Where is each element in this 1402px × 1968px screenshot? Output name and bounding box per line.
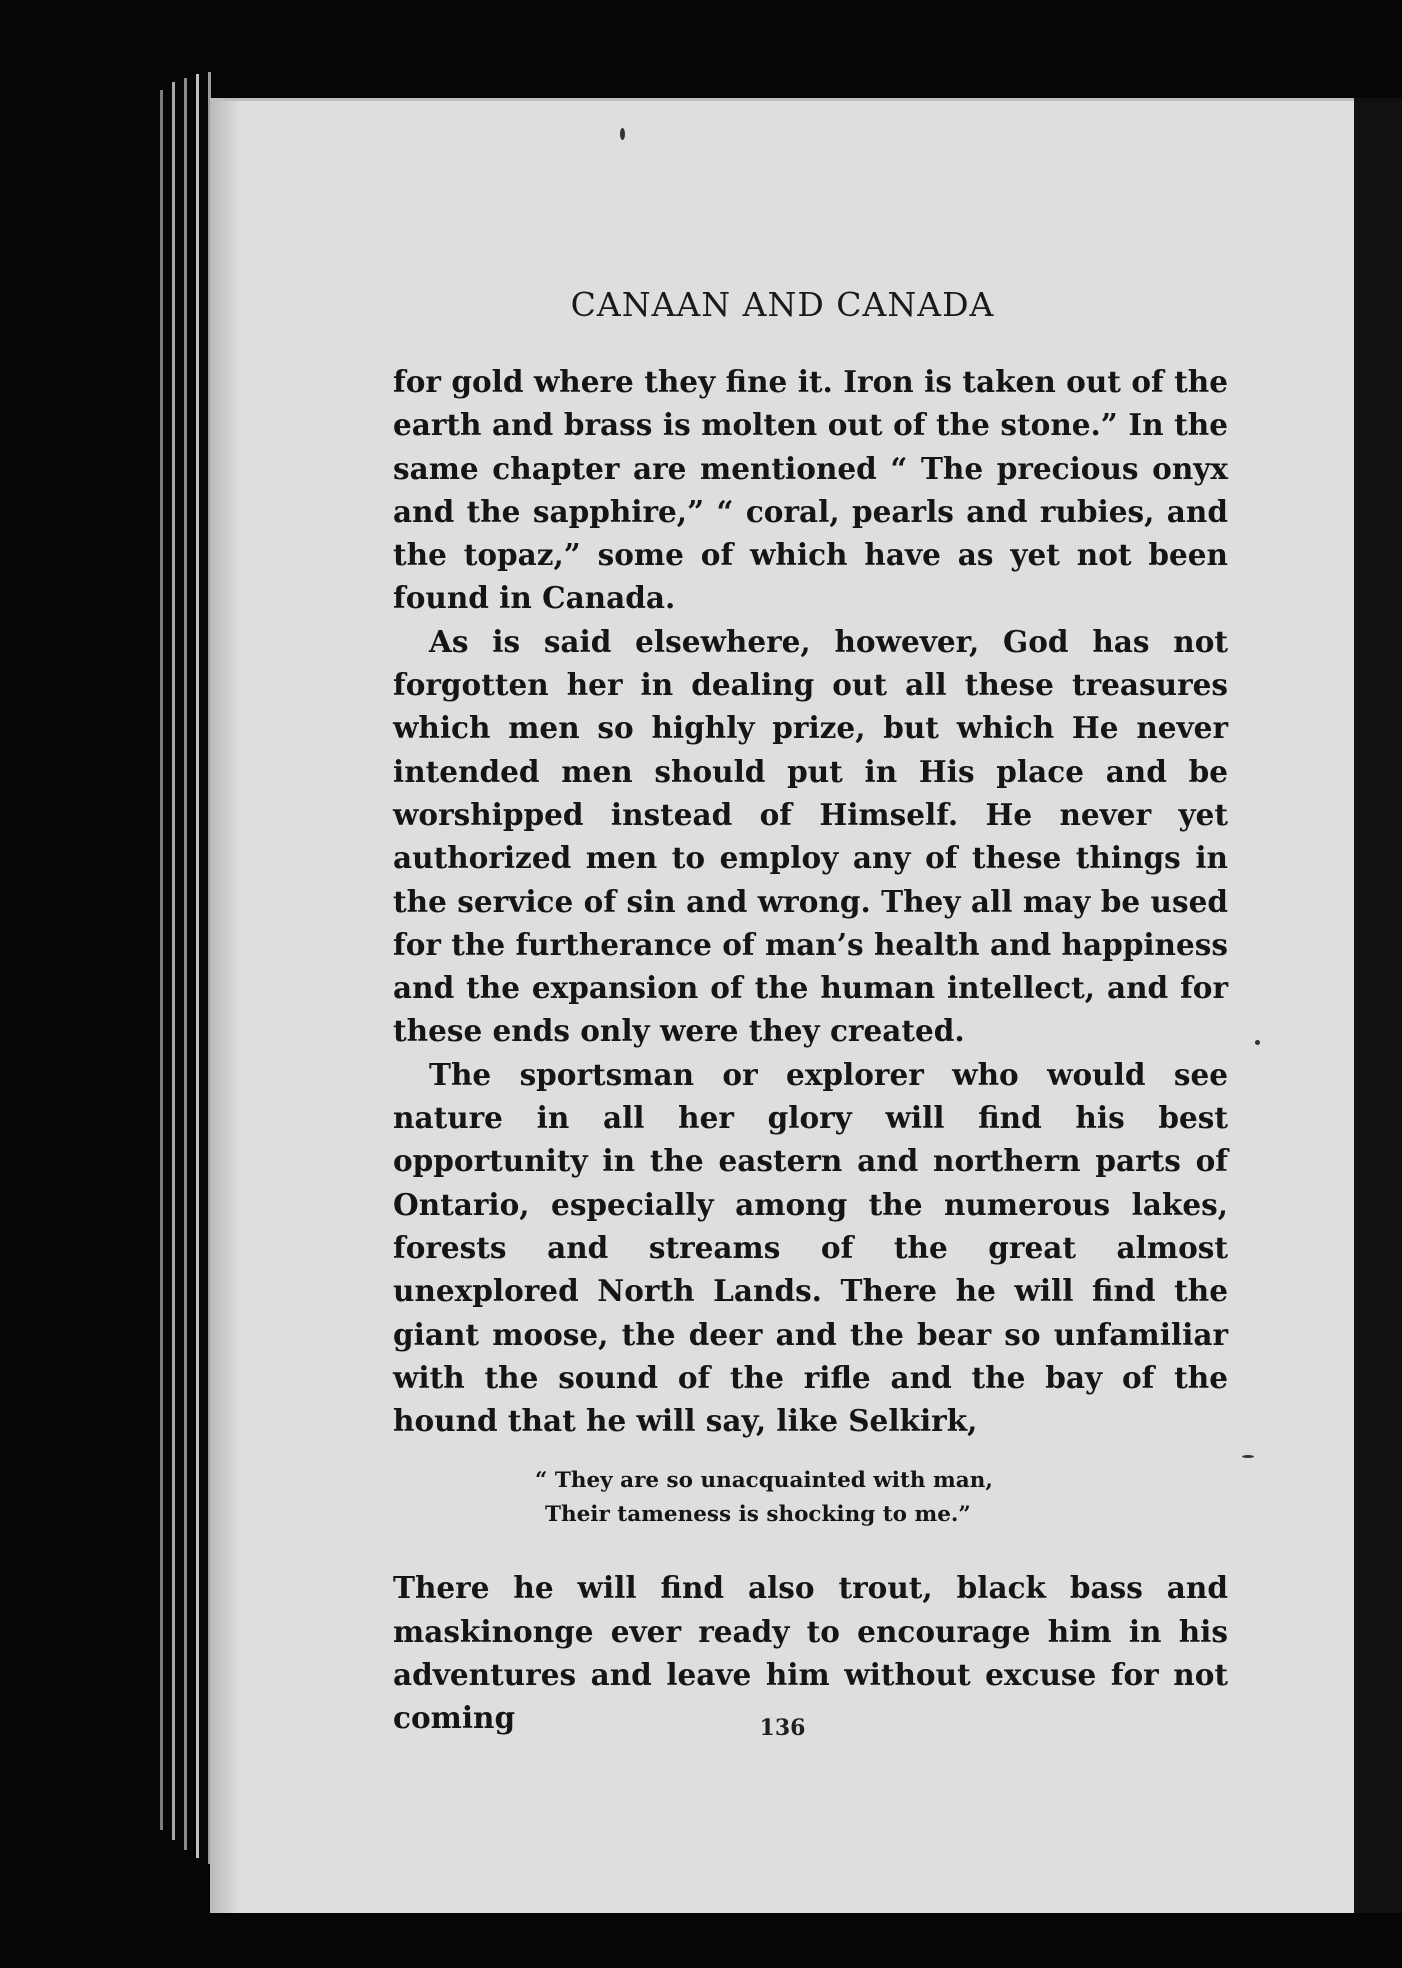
quote-line: Their tameness is shocking to me.” <box>545 1502 971 1528</box>
page-edge <box>160 90 163 1830</box>
page-right-border <box>1354 98 1402 1913</box>
paragraph: The sportsman or explorer who would see nature in all her glory will find his best opportunity in the eastern and northern parts of Ontario, especially among the numerous lakes, forests and streams of the great almost unexplored North Lands. There he will find the giant moose, the deer and the bear so unfamiliar with the sound of the rifle and the bay of the hound that he will say, like Selkirk, <box>393 1056 1228 1439</box>
paragraph: As is said elsewhere, however, God has not forgotten her in dealing out all these treasures which men so highly prize, but which He never intended men should put in His place and be worshipped instead of Himself. He never yet authorized men to employ any of these things in the service of sin and wrong. They all may be used for the furtherance of man’s health and happiness and the expansion of the human intellect, and for these ends only were they created. <box>393 623 1228 1049</box>
paragraph: for gold where they fine it. Iron is taken out of the earth and brass is molten out of the stone.” In the same chapter are mentioned “ The precious onyx and the sapphire,” “ coral, pearls and rubies, and the topaz,” some of which have as yet not been found in Canada. <box>393 364 1228 616</box>
page-edge <box>196 74 199 1858</box>
body-text <box>393 360 1228 1740</box>
page-edge <box>184 78 187 1850</box>
page-edge <box>172 82 175 1840</box>
scan-speck <box>1242 1455 1254 1458</box>
paragraph: There he will find also trout, black bass and maskinonge ever ready to encourage him in his adventures and leave him without excuse for not coming <box>393 1570 1228 1736</box>
gutter-shadow <box>210 101 240 1913</box>
scan-speck <box>1255 1040 1260 1045</box>
running-head: CANAAN AND CANADA <box>570 285 995 324</box>
quote-line: “ They are so unacquainted with man, <box>535 1468 993 1494</box>
verse-quote <box>393 1464 1228 1532</box>
scan-speck <box>620 128 625 140</box>
page-number: 136 <box>759 1715 806 1741</box>
